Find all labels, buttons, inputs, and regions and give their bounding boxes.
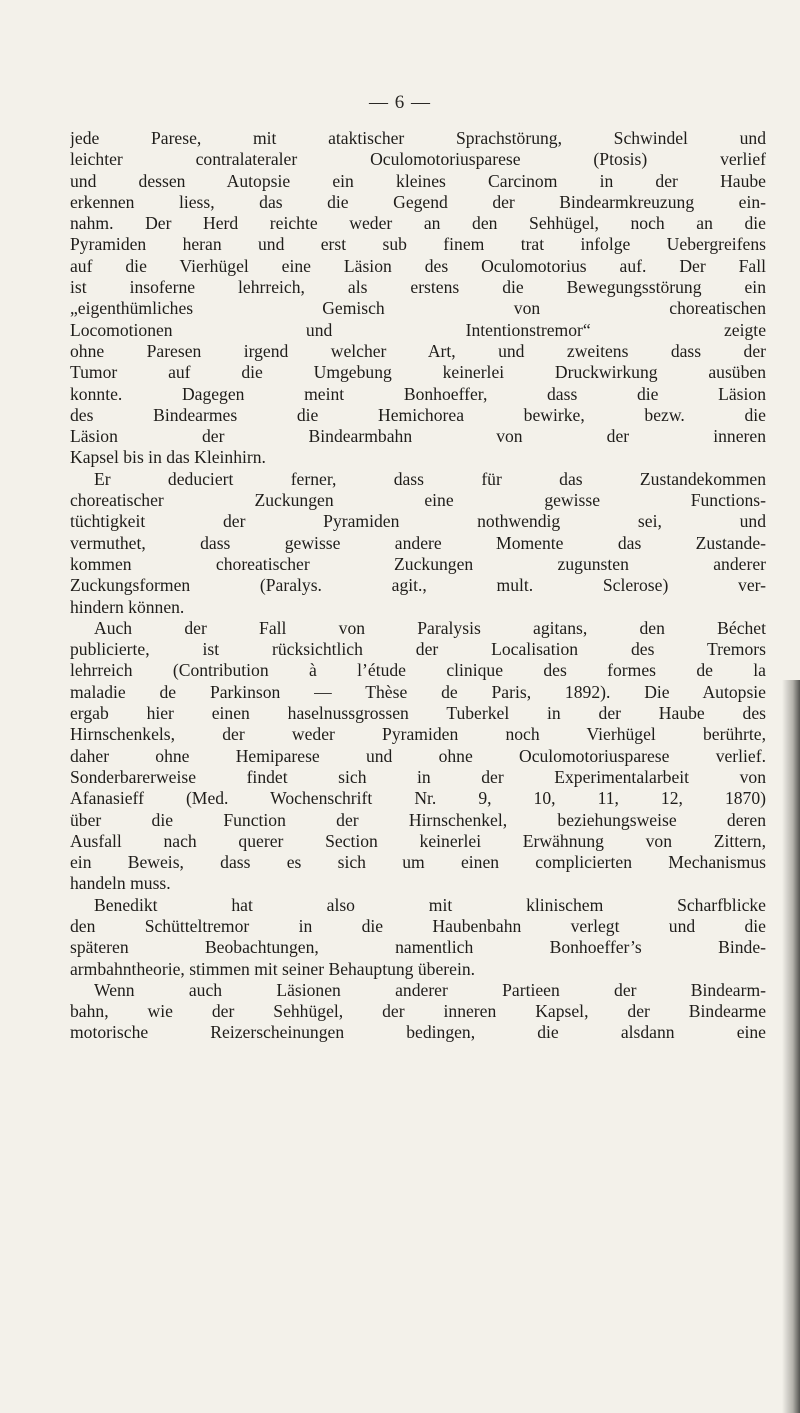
text-line: Kapsel bis in das Kleinhirn. <box>70 447 266 468</box>
text-line: publicierte, ist rücksichtlich der Localisation des Tremors <box>70 639 766 660</box>
text-line: Locomotionen und Intentionstremor“ zeigte <box>70 319 766 340</box>
text-line: choreatischer Zuckungen eine gewisse Functions- <box>70 490 766 511</box>
text-line: Ausfall nach querer Section keinerlei Erwähnung von Zittern, <box>70 830 766 851</box>
text-line: bahn, wie der Sehhügel, der inneren Kapsel, der Bindearme <box>70 1001 766 1022</box>
text-line: vermuthet, dass gewisse andere Momente das Zustande- <box>70 532 766 553</box>
text-line: Benedikt hat also mit klinischem Scharfblicke <box>94 894 766 915</box>
page-number: — 6 — <box>369 92 431 113</box>
text-line: erkennen liess, das die Gegend der Bindearmkreuzung ein- <box>70 191 766 212</box>
text-line: motorische Reizerscheinungen bedingen, die alsdann eine <box>70 1022 766 1043</box>
text-line: nahm. Der Herd reichte weder an den Sehhügel, noch an die <box>70 213 766 234</box>
text-line: Sonderbarerweise findet sich in der Experimentalarbeit von <box>70 766 766 787</box>
text-line: auf die Vierhügel eine Läsion des Oculomotorius auf. Der Fall <box>70 255 766 276</box>
text-line: über die Function der Hirnschenkel, beziehungsweise deren <box>70 809 766 830</box>
text-line: kommen choreatischer Zuckungen zugunsten anderer <box>70 553 766 574</box>
text-line: Hirnschenkels, der weder Pyramiden noch Vierhügel berührte, <box>70 724 766 745</box>
text-line: leichter contralateraler Oculomotoriusparese (Ptosis) verlief <box>70 149 766 170</box>
text-line: Läsion der Bindearmbahn von der inneren <box>70 426 766 447</box>
text-line: Auch der Fall von Paralysis agitans, den Béchet <box>94 617 766 638</box>
text-line: hindern können. <box>70 596 185 617</box>
text-line: Zuckungsformen (Paralys. agit., mult. Sclerose) ver- <box>70 575 766 596</box>
text-line: Afanasieff (Med. Wochenschrift Nr. 9, 10, 11, 12, 1870) <box>70 788 766 809</box>
text-line: maladie de Parkinson — Thèse de Paris, 1892). Die Autopsie <box>70 681 766 702</box>
body-text <box>70 128 766 1044</box>
text-line: Er deduciert ferner, dass für das Zustandekommen <box>94 468 766 489</box>
text-line: Wenn auch Läsionen anderer Partieen der Bindearm- <box>94 979 766 1000</box>
text-line: konnte. Dagegen meint Bonhoeffer, dass die Läsion <box>70 383 766 404</box>
text-line: des Bindearmes die Hemichorea bewirke, bezw. die <box>70 404 766 425</box>
page-edge-shadow <box>782 680 800 1413</box>
text-line: Pyramiden heran und erst sub finem trat infolge Uebergreifens <box>70 234 766 255</box>
text-line: ist insoferne lehrreich, als erstens die Bewegungsstörung ein <box>70 277 766 298</box>
text-line: ergab hier einen haselnussgrossen Tuberkel in der Haube des <box>70 703 766 724</box>
text-line: daher ohne Hemiparese und ohne Oculomotoriusparese verlief. <box>70 745 766 766</box>
text-line: Tumor auf die Umgebung keinerlei Druckwirkung ausüben <box>70 362 766 383</box>
text-line: späteren Beobachtungen, namentlich Bonhoeffer’s Binde- <box>70 937 766 958</box>
text-line: handeln muss. <box>70 873 171 894</box>
text-line: jede Parese, mit ataktischer Sprachstörung, Schwindel und <box>70 128 766 148</box>
text-line: tüchtigkeit der Pyramiden nothwendig sei, und <box>70 511 766 532</box>
text-line: und dessen Autopsie ein kleines Carcinom in der Haube <box>70 170 766 191</box>
text-line: „eigenthümliches Gemisch von choreatischen <box>70 298 766 319</box>
text-line: ohne Paresen irgend welcher Art, und zweitens dass der <box>70 340 766 361</box>
text-line: lehrreich (Contribution à l’étude clinique des formes de la <box>70 660 766 681</box>
text-line: ein Beweis, dass es sich um einen complicierten Mechanismus <box>70 852 766 873</box>
text-line: armbahntheorie, stimmen mit seiner Behauptung überein. <box>70 958 476 979</box>
text-line: den Schütteltremor in die Haubenbahn verlegt und die <box>70 915 766 936</box>
